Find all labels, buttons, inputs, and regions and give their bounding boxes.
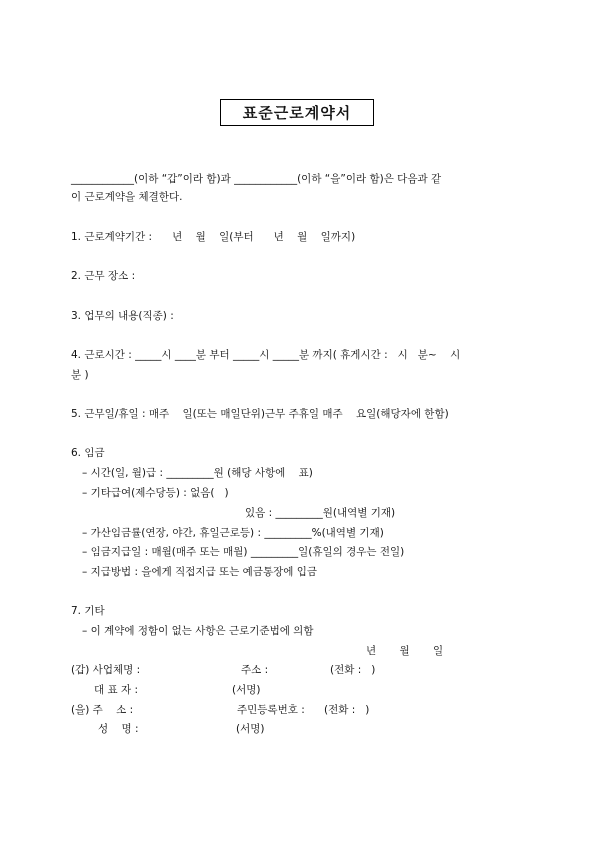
item-contract-period: 1. 근로계약기간 : 년 월 일(부터 년 월 일까지) xyxy=(71,231,356,243)
date-line: 년 월 일 xyxy=(366,645,444,657)
eul-signature-label: (서명) xyxy=(236,723,265,735)
gap-business-name-label: (갑) 사업체명 : xyxy=(71,664,141,676)
item-work-place: 2. 근무 장소 : xyxy=(71,270,136,282)
item-work-hours-line-1: 4. 근로시간 : _____시 ____분 부터 _____시 _____분 까지( 휴게시간 : 시 분~ 시 xyxy=(71,349,461,361)
eul-id-number-label: 주민등록번호 : xyxy=(237,704,305,716)
wage-line: – 임금지급일 : 매월(매주 또는 매월) _________일(휴일의 경우는 전일) xyxy=(82,546,405,558)
gap-address-label: 주소 : xyxy=(241,664,269,676)
gap-signature-label: (서명) xyxy=(232,684,261,696)
document-title: 표준근로계약서 xyxy=(242,104,352,122)
eul-phone-label: (전화 : ) xyxy=(324,704,370,716)
eul-name-label: 성 명 : xyxy=(98,723,139,735)
item-other-heading: 7. 기타 xyxy=(71,605,105,617)
wage-line: 있음 : _________원(내역별 기재) xyxy=(245,507,396,519)
item-other-line: – 이 계약에 정함이 없는 사항은 근로기준법에 의함 xyxy=(82,625,314,637)
title-box xyxy=(220,99,374,126)
item-work-hours-line-2: 분 ) xyxy=(71,369,89,381)
gap-phone-label: (전화 : ) xyxy=(330,664,376,676)
wage-line: – 시간(일, 월)급 : _________원 (해당 사항에 표) xyxy=(82,467,313,479)
intro-line-1: ____________(이하 “갑”이라 함)과 ____________(이하 “을”이라 함)은 다음과 같 xyxy=(71,173,442,185)
item-duties: 3. 업무의 내용(직종) : xyxy=(71,310,174,322)
wage-line: – 기타급여(제수당등) : 없음( ) xyxy=(82,487,229,499)
gap-ceo-label: 대 표 자 : xyxy=(94,684,138,696)
item-wage-heading: 6. 임금 xyxy=(71,447,105,459)
wage-line: – 지급방법 : 을에게 직접지급 또는 예금통장에 입금 xyxy=(82,566,318,578)
eul-address-label: (을) 주 소 : xyxy=(71,704,134,716)
wage-line: – 가산임금률(연장, 야간, 휴일근로등) : _________%(내역별 기재) xyxy=(82,527,384,539)
intro-line-2: 이 근로계약을 체결한다. xyxy=(71,191,183,203)
item-workdays: 5. 근무일/휴일 : 매주 일(또는 매일단위)근무 주휴일 매주 요일(해당자에 한함) xyxy=(71,408,449,420)
